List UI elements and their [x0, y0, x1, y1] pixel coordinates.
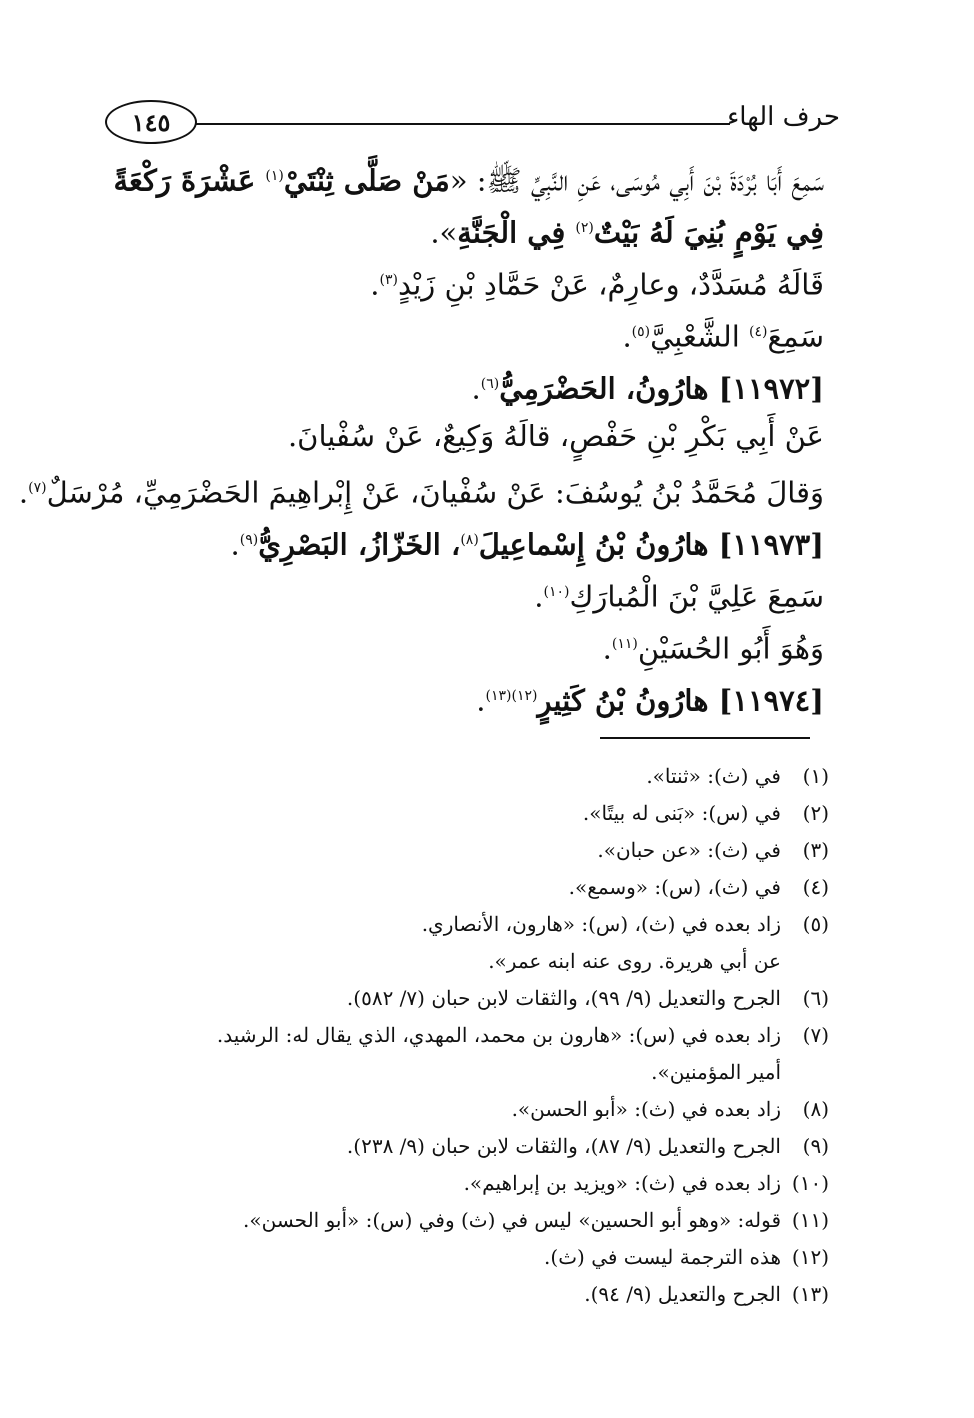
footnote — [100, 1165, 829, 1202]
footnote-text: الجرح والتعديل (٩/ ٨٧)، والثقات لابن حبان (٩/ ٢٣٨). — [346, 1134, 781, 1158]
footnote-marker: (٧) — [28, 480, 47, 496]
footnote-marker: (٥) — [631, 324, 651, 340]
text-segment: ». — [430, 215, 458, 250]
text-line — [100, 514, 824, 566]
text-line — [100, 618, 824, 670]
text-segment: . — [534, 579, 544, 614]
text-segment: . — [476, 683, 486, 718]
footnote-text: قوله: «وهو أبو الحسين» ليس في (ث) وفي (س): «أبو الحسن». — [243, 1208, 781, 1232]
footnote — [100, 1091, 829, 1128]
footnote-text: الجرح والتعديل (٩/ ٩٩)، والثقات لابن حبان (٧/ ٥٨٢). — [346, 986, 781, 1010]
footnote — [100, 1202, 829, 1239]
text-segment: . — [18, 475, 29, 510]
footnote-marker: (٩) — [239, 532, 259, 548]
text-line — [100, 202, 824, 254]
text-segment: . — [471, 371, 481, 406]
text-segment: [١١٩٧٤] هارُونُ بْنُ كَثِيرٍ — [537, 683, 824, 718]
footnote-text: زاد بعده في (ث): «ويزيد بن إبراهيم». — [463, 1171, 781, 1195]
text-segment: مَنْ صَلَّى ثِنْتَيْ — [283, 163, 450, 198]
text-segment: فِي الْجَنَّةِ — [457, 215, 576, 250]
text-segment: ، الخَزّازُ، البَصْرِيُّ — [258, 527, 461, 562]
footnote-number: (٥) — [802, 912, 829, 936]
footnote-marker: (١٠) — [543, 584, 570, 600]
text-segment: . — [622, 319, 632, 354]
footnote-marker: (٣) — [379, 272, 398, 288]
footnote-number: (٤) — [802, 875, 829, 899]
footnote-marker: (١) — [265, 168, 284, 184]
footnote — [100, 795, 829, 832]
text-segment: عَشْرَةَ رَكْعَةً — [113, 163, 266, 198]
footnote-text: زاد بعده في (ث): «أبو الحسن». — [511, 1097, 781, 1121]
text-line — [100, 306, 824, 358]
footnote-text: في (ث)، (س): «وسمع». — [568, 875, 781, 899]
footnote-marker: (٤) — [749, 324, 768, 340]
footnote-text: في (ث): «عن حبان». — [597, 838, 781, 862]
footnote-text: عن أبي هريرة. روى عنه ابنه عمر». — [488, 949, 781, 973]
footnote — [100, 758, 829, 795]
footnote-text: في (ث): «ثنتا». — [646, 764, 781, 788]
footnote — [100, 1128, 829, 1165]
footnote — [100, 1276, 829, 1313]
text-segment: سَمِعَ أَبَا بُرْدَةَ بْنَ أَبِي مُوسَى، عَنِ النَّبِيِّ ﷺ: « — [449, 163, 824, 198]
footnote-marker: (٨) — [460, 532, 479, 548]
footnote-number: (١٢) — [791, 1245, 829, 1269]
text-segment: سَمِعَ — [767, 319, 824, 354]
footnote-marker: (٢) — [575, 220, 594, 236]
text-segment: وَقالَ مُحَمَّدُ بْنُ يُوسُفَ: عَنْ سُفْيانَ، عَنْ إِبْراهِيمَ الحَضْرَمِيِّ، مُرْسَلٌ — [46, 475, 824, 510]
text-segment: قَالَهُ مُسَدَّدٌ، وعارِمٌ، عَنْ حَمَّادِ بْنِ زَيْدٍ — [397, 267, 824, 302]
text-segment: وَهُوَ أَبُو الحُسَيْنِ — [637, 631, 824, 666]
footnotes — [100, 758, 829, 1313]
page-number: ١٤٥ — [105, 100, 197, 144]
footnote — [100, 943, 829, 980]
footnote-number: (٦) — [802, 986, 829, 1010]
footnote-text: زاد بعده في (ث)، (س): «هارون، الأنصاري. — [421, 912, 781, 936]
page-header — [105, 96, 840, 150]
text-segment: سَمِعَ عَلِيَّ بْنَ الْمُبارَكِ — [569, 579, 824, 614]
footnote-text: زاد بعده في (س): «هارون بن محمد، المهدي، الذي يقال له: الرشيد. — [216, 1023, 781, 1047]
footnote-number: (٩) — [802, 1134, 829, 1158]
footnote — [100, 832, 829, 869]
text-segment: الشَّعْبِيَّ — [650, 319, 750, 354]
text-segment: . — [602, 631, 612, 666]
text-segment: . — [370, 267, 380, 302]
footnote-number: (٣) — [802, 838, 829, 862]
footnote — [100, 869, 829, 906]
running-title: حرف الهاء — [727, 102, 840, 132]
footnote — [100, 1054, 829, 1091]
text-line — [100, 410, 824, 462]
text-line — [100, 358, 824, 410]
footnote-text: في (س): «بَنى له بيتًا». — [582, 801, 781, 825]
footnote-number: (١١) — [791, 1208, 829, 1232]
footnote-marker: (٦) — [480, 376, 500, 392]
footnote — [100, 906, 829, 943]
footnote — [100, 980, 829, 1017]
text-segment: [١١٩٧٣] هارُونُ بْنُ إِسْماعِيلَ — [478, 527, 824, 562]
footnote — [100, 1239, 829, 1276]
footnote-number: (٢) — [802, 801, 829, 825]
footnote — [100, 1017, 829, 1054]
footnote-text: أمير المؤمنين». — [651, 1060, 781, 1084]
text-segment: فِي يَوْمٍ بُنِيَ لَهُ بَيْتٌ — [593, 215, 824, 250]
footnote-number: (١٠) — [791, 1171, 829, 1195]
footnote-number: (١) — [802, 764, 829, 788]
footnote-text: هذه الترجمة ليست في (ث). — [544, 1245, 781, 1269]
footnote-separator — [600, 737, 810, 739]
text-line — [100, 150, 824, 202]
header-rule — [195, 123, 730, 125]
footnote-marker: (١١) — [611, 636, 638, 652]
text-line — [100, 566, 824, 618]
footnote-number: (٨) — [802, 1097, 829, 1121]
text-line — [100, 254, 824, 306]
footnote-number: (١٣) — [791, 1282, 829, 1306]
text-segment: [١١٩٧٢] هارُونُ، الحَضْرَمِيُّ — [499, 371, 824, 406]
text-line — [100, 670, 824, 722]
footnote-text: الجرح والتعديل (٩/ ٩٤). — [584, 1282, 781, 1306]
text-segment: . — [230, 527, 240, 562]
text-line — [18, 462, 824, 514]
text-segment: عَنْ أَبِي بَكْرِ بْنِ حَفْصٍ، قالَهُ وَكِيعٌ، عَنْ سُفْيانَ. — [287, 419, 824, 453]
footnote-marker: (١٢)(١٣) — [485, 688, 538, 704]
footnote-number: (٧) — [802, 1023, 829, 1047]
main-text — [18, 150, 824, 722]
